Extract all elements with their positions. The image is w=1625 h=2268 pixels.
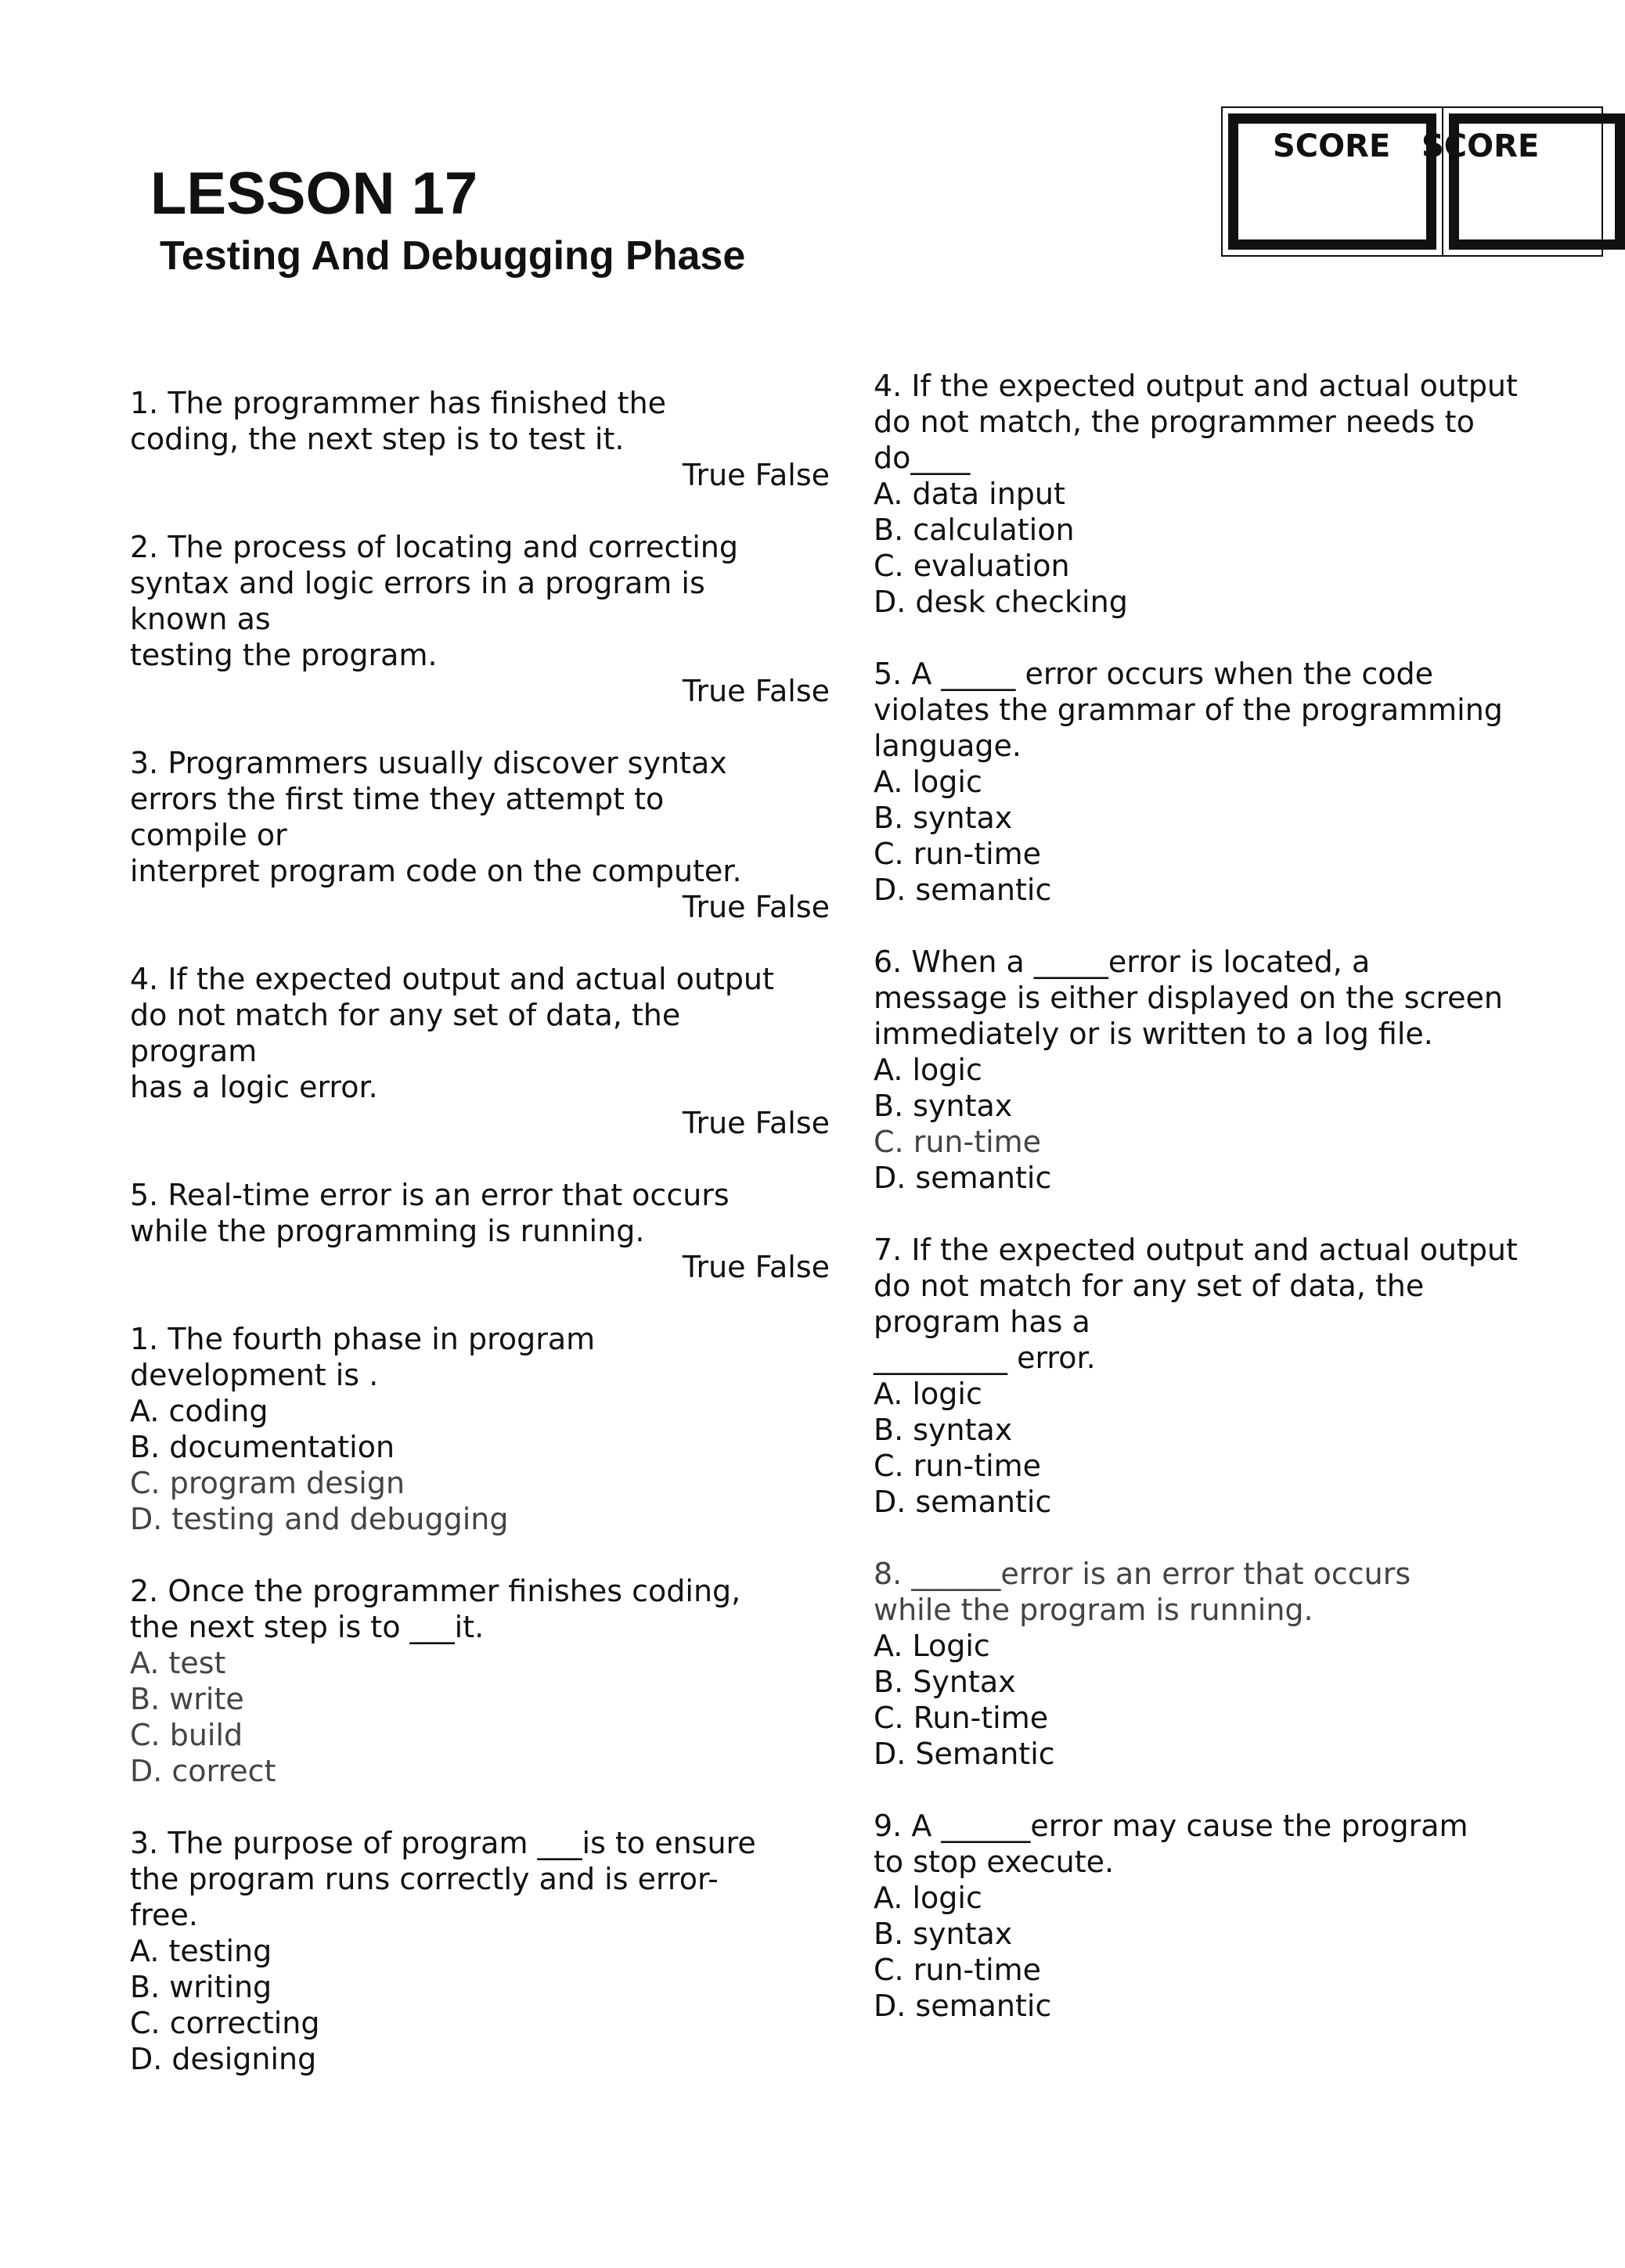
- question-text: 4. If the expected output and actual output: [874, 369, 1518, 403]
- option-c: C. run-time: [874, 837, 1042, 871]
- question-text: 4. If the expected output and actual output: [130, 962, 774, 996]
- option-c: C. evaluation: [874, 549, 1070, 583]
- score-box-2: [1421, 106, 1603, 257]
- question-text: message is either displayed on the screen: [874, 981, 1503, 1015]
- question-text: while the programming is running.: [130, 1214, 645, 1248]
- left-column: [130, 385, 834, 2113]
- multiple-choice-question: [874, 1556, 1578, 1772]
- question-text: do not match for any set of data, the: [874, 1269, 1425, 1303]
- question-text: 2. The process of locating and correcting: [130, 530, 739, 564]
- right-column: [874, 368, 1578, 2060]
- question-text: program has a: [874, 1305, 1090, 1339]
- question-text: 5. Real-time error is an error that occurs: [130, 1178, 730, 1212]
- score-label: SCORE: [1421, 128, 1540, 164]
- lesson-subtitle: Testing And Debugging Phase: [160, 233, 746, 279]
- question-text: 3. Programmers usually discover syntax: [130, 746, 727, 780]
- option-c: C. Run-time: [874, 1701, 1049, 1735]
- question-text: compile or: [130, 818, 287, 852]
- true-false-question: [130, 529, 834, 709]
- option-a: A. testing: [130, 1934, 272, 1968]
- question-text: 7. If the expected output and actual output: [874, 1233, 1518, 1267]
- question-text: interpret program code on the computer.: [130, 854, 742, 888]
- option-a: A. test: [130, 1646, 226, 1680]
- question-text: violates the grammar of the programming: [874, 693, 1503, 727]
- question-text: free.: [130, 1898, 199, 1932]
- option-a: A. data input: [874, 477, 1065, 511]
- option-a: A. logic: [874, 1377, 982, 1411]
- option-c: C. run-time: [874, 1449, 1042, 1483]
- true-false-answer: True False: [682, 458, 830, 492]
- question-text: coding, the next step is to test it.: [130, 422, 625, 456]
- question-text: 6. When a _____error is located, a: [874, 945, 1371, 979]
- true-false-answer: True False: [682, 890, 830, 924]
- option-b: B. write: [130, 1682, 244, 1716]
- score-label: SCORE: [1273, 128, 1391, 164]
- question-text: known as: [130, 602, 271, 636]
- option-b: B. writing: [130, 1970, 272, 2004]
- option-b: B. calculation: [874, 513, 1075, 547]
- option-d: D. Semantic: [874, 1737, 1055, 1771]
- option-d: D. semantic: [874, 1989, 1052, 2023]
- option-b: B. syntax: [874, 801, 1013, 835]
- option-a: A. logic: [874, 1881, 982, 1915]
- question-text: testing the program.: [130, 638, 438, 672]
- question-text: the next step is to ___it.: [130, 1610, 485, 1644]
- option-c: C. build: [130, 1718, 243, 1752]
- score-box-1: [1221, 106, 1443, 257]
- question-text: 8. ______error is an error that occurs: [874, 1557, 1411, 1591]
- option-d: D. designing: [130, 2042, 317, 2076]
- option-a: A. coding: [130, 1394, 268, 1428]
- lesson-title: LESSON 17: [150, 160, 478, 227]
- true-false-answer: True False: [682, 674, 830, 708]
- option-c: C. correcting: [130, 2006, 320, 2040]
- true-false-answer: True False: [682, 1106, 830, 1140]
- true-false-question: [130, 1177, 834, 1285]
- option-c: C. program design: [130, 1466, 405, 1500]
- multiple-choice-question: [130, 1321, 834, 1537]
- multiple-choice-question: [874, 1232, 1578, 1520]
- question-text: while the program is running.: [874, 1593, 1313, 1627]
- true-false-question: [130, 745, 834, 925]
- option-b: B. documentation: [130, 1430, 395, 1464]
- option-a: A. logic: [874, 765, 982, 799]
- option-a: A. logic: [874, 1053, 982, 1087]
- question-text: 1. The fourth phase in program: [130, 1322, 596, 1356]
- question-text: 3. The purpose of program ___is to ensure: [130, 1826, 756, 1860]
- option-d: D. semantic: [874, 1161, 1052, 1195]
- option-b: B. syntax: [874, 1089, 1013, 1123]
- multiple-choice-question: [874, 1808, 1578, 2024]
- question-text: 2. Once the programmer finishes coding,: [130, 1574, 741, 1608]
- question-text: program: [130, 1034, 258, 1068]
- multiple-choice-question: [130, 1573, 834, 1789]
- option-c: C. run-time: [874, 1125, 1042, 1159]
- option-d: D. semantic: [874, 1485, 1052, 1519]
- question-text: immediately or is written to a log file.: [874, 1017, 1433, 1051]
- question-text: has a logic error.: [130, 1070, 378, 1104]
- question-text: syntax and logic errors in a program is: [130, 566, 705, 600]
- question-text: 5. A _____ error occurs when the code: [874, 657, 1433, 691]
- multiple-choice-question: [874, 368, 1578, 620]
- question-text: 9. A ______error may cause the program: [874, 1809, 1468, 1843]
- option-d: D. correct: [130, 1754, 276, 1788]
- question-text: do not match for any set of data, the: [130, 998, 681, 1032]
- multiple-choice-question: [874, 656, 1578, 908]
- multiple-choice-question: [130, 1825, 834, 2077]
- question-text: language.: [874, 729, 1021, 763]
- question-text: the program runs correctly and is error-: [130, 1862, 719, 1896]
- option-d: D. testing and debugging: [130, 1502, 509, 1536]
- option-d: D. desk checking: [874, 585, 1128, 619]
- multiple-choice-question: [874, 944, 1578, 1196]
- question-text: errors the first time they attempt to: [130, 782, 665, 816]
- question-text: do____: [874, 441, 971, 475]
- question-text: _________ error.: [874, 1341, 1096, 1375]
- option-b: B. syntax: [874, 1413, 1013, 1447]
- question-text: do not match, the programmer needs to: [874, 405, 1475, 439]
- option-b: B. syntax: [874, 1917, 1013, 1951]
- question-text: 1. The programmer has finished the: [130, 386, 667, 420]
- question-text: development is .: [130, 1358, 379, 1392]
- question-text: to stop execute.: [874, 1845, 1115, 1879]
- option-c: C. run-time: [874, 1953, 1042, 1987]
- option-d: D. semantic: [874, 873, 1052, 907]
- option-b: B. Syntax: [874, 1665, 1016, 1699]
- option-a: A. Logic: [874, 1629, 990, 1663]
- true-false-question: [130, 385, 834, 493]
- true-false-answer: True False: [682, 1250, 830, 1284]
- true-false-question: [130, 961, 834, 1141]
